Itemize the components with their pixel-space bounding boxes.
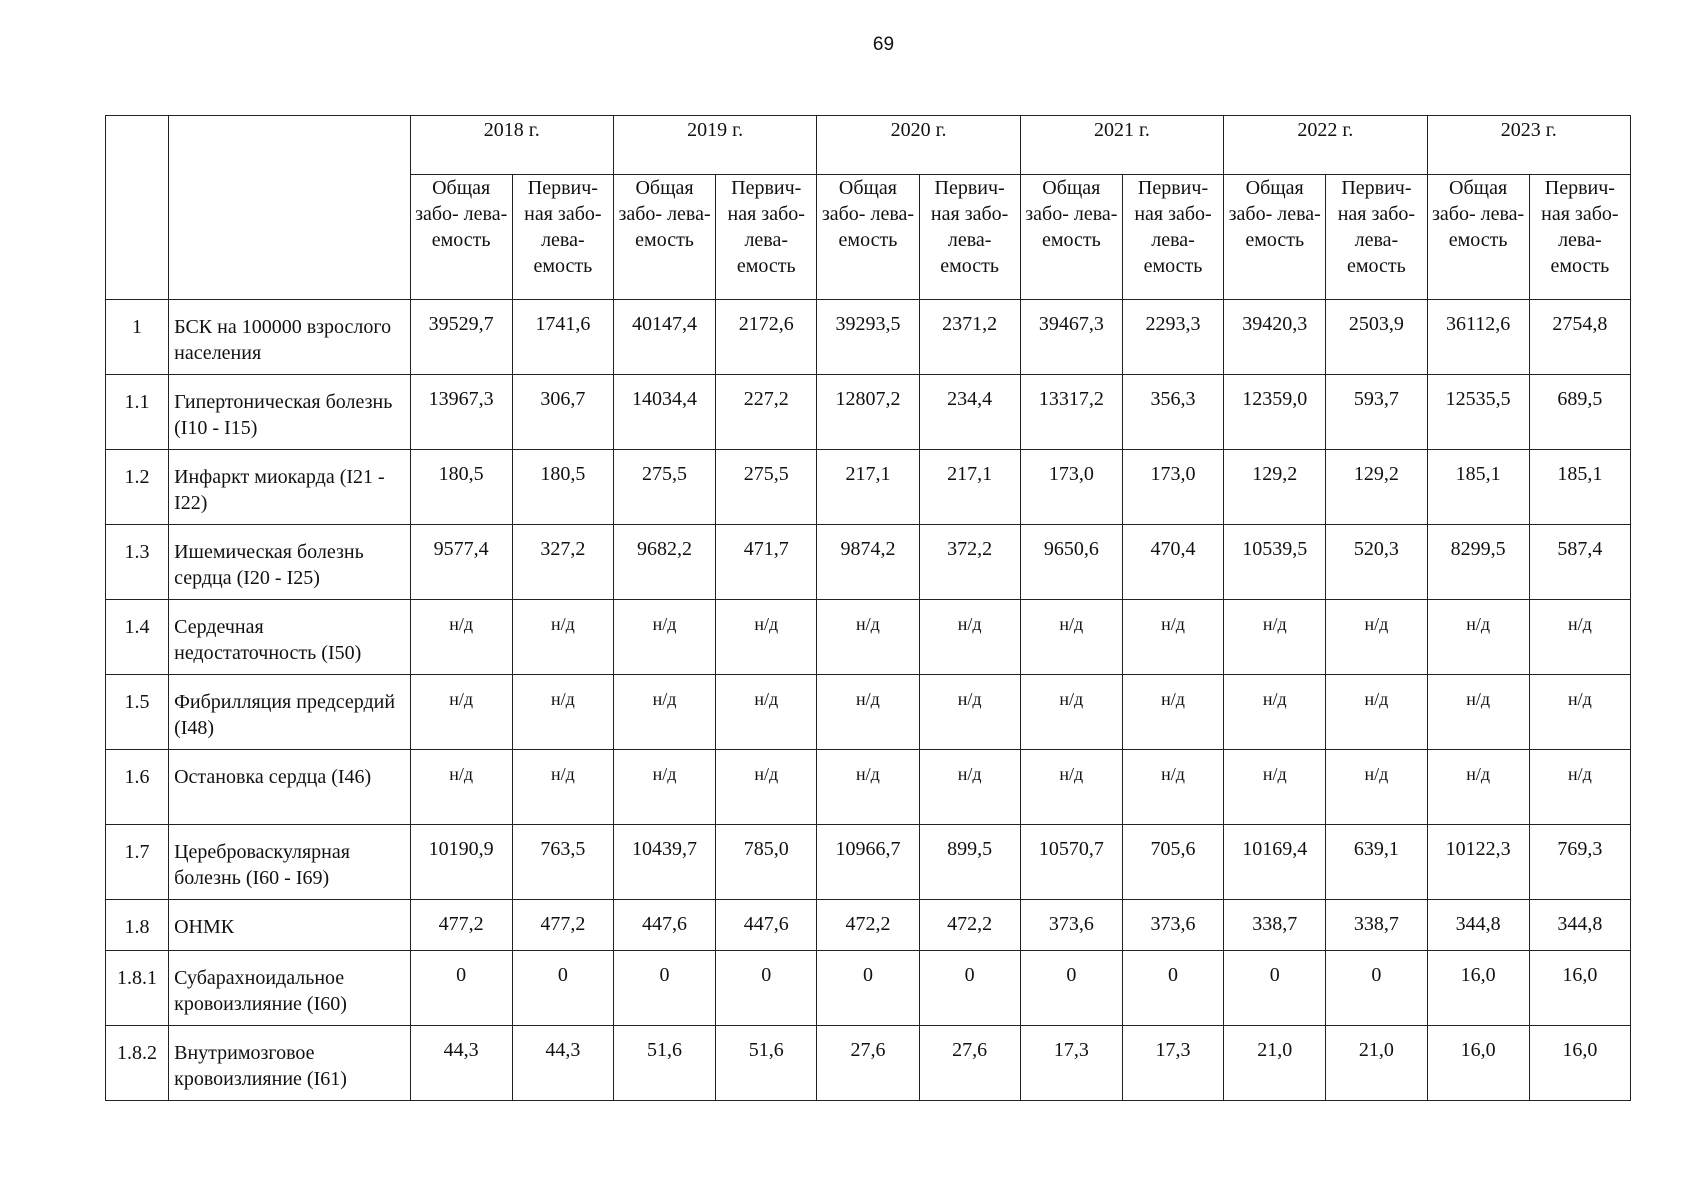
general-morbidity-value: 217,1 [817,450,919,525]
general-morbidity-value: н/д [410,750,512,825]
table-body [106,300,1631,1101]
primary-morbidity-value: н/д [1326,675,1427,750]
general-morbidity-value: 40147,4 [613,300,715,375]
general-morbidity-value: 51,6 [613,1026,715,1101]
primary-morbidity-value: н/д [1529,750,1630,825]
table-row [106,750,1631,825]
primary-morbidity-value: 763,5 [512,825,613,900]
primary-morbidity-value: н/д [716,750,817,825]
year-header: 2023 г. [1427,116,1630,175]
general-morbidity-value: н/д [1427,675,1529,750]
row-indicator-name: ОНМК [169,900,410,951]
primary-morbidity-value: 0 [512,951,613,1026]
primary-morbidity-value: 327,2 [512,525,613,600]
general-morbidity-value: 472,2 [817,900,919,951]
general-morbidity-value: 338,7 [1224,900,1326,951]
primary-morbidity-value: 234,4 [919,375,1020,450]
primary-morbidity-header: Первич- ная забо- лева- емость [512,175,613,300]
primary-morbidity-value: 587,4 [1529,525,1630,600]
row-number: 1.5 [106,675,169,750]
row-indicator-name: Ишемическая болезнь сердца (I20 - I25) [169,525,410,600]
primary-morbidity-value: н/д [1122,600,1223,675]
primary-morbidity-value: 356,3 [1122,375,1223,450]
general-morbidity-value: 16,0 [1427,951,1529,1026]
primary-morbidity-value: н/д [1326,600,1427,675]
general-morbidity-value: 0 [1224,951,1326,1026]
general-morbidity-value: н/д [817,600,919,675]
row-indicator-name: Субарахноидальное кровоизлияние (I60) [169,951,410,1026]
table-row [106,450,1631,525]
general-morbidity-value: 373,6 [1020,900,1122,951]
primary-morbidity-value: н/д [919,750,1020,825]
general-morbidity-value: 8299,5 [1427,525,1529,600]
general-morbidity-value: 0 [817,951,919,1026]
general-morbidity-value: н/д [410,675,512,750]
primary-morbidity-value: н/д [1122,750,1223,825]
row-number: 1.3 [106,525,169,600]
primary-morbidity-header: Первич- ная забо- лева- емость [919,175,1020,300]
primary-morbidity-value: 344,8 [1529,900,1630,951]
year-header: 2022 г. [1224,116,1427,175]
general-morbidity-value: 10169,4 [1224,825,1326,900]
general-morbidity-value: н/д [1020,750,1122,825]
general-morbidity-value: н/д [817,750,919,825]
year-header: 2020 г. [817,116,1020,175]
general-morbidity-value: 27,6 [817,1026,919,1101]
general-morbidity-value: 0 [1020,951,1122,1026]
table-row [106,300,1631,375]
primary-morbidity-value: н/д [512,600,613,675]
primary-morbidity-value: 2754,8 [1529,300,1630,375]
primary-morbidity-value: 769,3 [1529,825,1630,900]
primary-morbidity-value: 477,2 [512,900,613,951]
primary-morbidity-value: 129,2 [1326,450,1427,525]
general-morbidity-value: 129,2 [1224,450,1326,525]
general-morbidity-value: 13967,3 [410,375,512,450]
general-morbidity-value: 14034,4 [613,375,715,450]
row-number: 1.6 [106,750,169,825]
general-morbidity-header: Общая забо- лева- емость [410,175,512,300]
name-header-cell [169,116,410,300]
row-indicator-name: БСК на 100000 взрослого населения [169,300,410,375]
general-morbidity-value: 9577,4 [410,525,512,600]
general-morbidity-header: Общая забо- лева- емость [1020,175,1122,300]
general-morbidity-value: 17,3 [1020,1026,1122,1101]
table-row [106,675,1631,750]
primary-morbidity-value: н/д [1122,675,1223,750]
primary-morbidity-value: 899,5 [919,825,1020,900]
primary-morbidity-value: 16,0 [1529,951,1630,1026]
primary-morbidity-header: Первич- ная забо- лева- емость [1529,175,1630,300]
primary-morbidity-value: н/д [716,600,817,675]
primary-morbidity-value: 470,4 [1122,525,1223,600]
row-indicator-name: Инфаркт миокарда (I21 - I22) [169,450,410,525]
primary-morbidity-value: 180,5 [512,450,613,525]
row-indicator-name: Внутримозговое кровоизлияние (I61) [169,1026,410,1101]
primary-morbidity-value: 21,0 [1326,1026,1427,1101]
primary-morbidity-header: Первич- ная забо- лева- емость [1122,175,1223,300]
row-number: 1.7 [106,825,169,900]
general-morbidity-value: 10570,7 [1020,825,1122,900]
general-morbidity-value: 173,0 [1020,450,1122,525]
table-row [106,951,1631,1026]
general-morbidity-value: 39467,3 [1020,300,1122,375]
primary-morbidity-value: 472,2 [919,900,1020,951]
general-morbidity-value: 10539,5 [1224,525,1326,600]
primary-morbidity-value: 185,1 [1529,450,1630,525]
primary-morbidity-value: 338,7 [1326,900,1427,951]
general-morbidity-value: н/д [613,750,715,825]
primary-morbidity-value: 0 [1326,951,1427,1026]
general-morbidity-value: 9874,2 [817,525,919,600]
row-number: 1.8 [106,900,169,951]
general-morbidity-value: 10966,7 [817,825,919,900]
general-morbidity-value: 477,2 [410,900,512,951]
table-row [106,525,1631,600]
primary-morbidity-value: 785,0 [716,825,817,900]
general-morbidity-value: н/д [410,600,512,675]
year-header: 2018 г. [410,116,613,175]
row-number: 1 [106,300,169,375]
morbidity-table [105,115,1631,1101]
primary-morbidity-value: н/д [1529,675,1630,750]
general-morbidity-value: 10122,3 [1427,825,1529,900]
general-morbidity-value: 39420,3 [1224,300,1326,375]
year-header-row [106,116,1631,175]
primary-morbidity-value: 593,7 [1326,375,1427,450]
primary-morbidity-value: 27,6 [919,1026,1020,1101]
general-morbidity-value: н/д [613,675,715,750]
primary-morbidity-value: 2293,3 [1122,300,1223,375]
primary-morbidity-value: н/д [716,675,817,750]
primary-morbidity-value: 173,0 [1122,450,1223,525]
general-morbidity-value: 21,0 [1224,1026,1326,1101]
general-morbidity-value: 39293,5 [817,300,919,375]
primary-morbidity-value: 17,3 [1122,1026,1223,1101]
primary-morbidity-value: н/д [1529,600,1630,675]
general-morbidity-value: н/д [1020,675,1122,750]
general-morbidity-value: н/д [1020,600,1122,675]
table-row [106,600,1631,675]
row-number: 1.2 [106,450,169,525]
general-morbidity-value: 447,6 [613,900,715,951]
general-morbidity-value: 39529,7 [410,300,512,375]
year-header: 2021 г. [1020,116,1223,175]
primary-morbidity-value: 471,7 [716,525,817,600]
primary-morbidity-value: 306,7 [512,375,613,450]
row-indicator-name: Фибрилляция предсердий (I48) [169,675,410,750]
row-indicator-name: Цереброваскулярная болезнь (I60 - I69) [169,825,410,900]
primary-morbidity-value: 372,2 [919,525,1020,600]
table-row [106,900,1631,951]
general-morbidity-value: 9682,2 [613,525,715,600]
primary-morbidity-value: 51,6 [716,1026,817,1101]
row-number: 1.8.1 [106,951,169,1026]
primary-morbidity-header: Первич- ная забо- лева- емость [716,175,817,300]
row-indicator-name: Гипертоническая болезнь (I10 - I15) [169,375,410,450]
primary-morbidity-value: н/д [919,675,1020,750]
general-morbidity-value: н/д [1224,750,1326,825]
page-number: 69 [872,34,895,55]
primary-morbidity-value: 2371,2 [919,300,1020,375]
primary-morbidity-value: 520,3 [1326,525,1427,600]
general-morbidity-value: 0 [613,951,715,1026]
general-morbidity-value: 180,5 [410,450,512,525]
primary-morbidity-value: 689,5 [1529,375,1630,450]
general-morbidity-value: н/д [817,675,919,750]
primary-morbidity-value: 227,2 [716,375,817,450]
general-morbidity-header: Общая забо- лева- емость [817,175,919,300]
general-morbidity-value: н/д [1427,600,1529,675]
table-row [106,1026,1631,1101]
row-number: 1.8.2 [106,1026,169,1101]
primary-morbidity-value: 1741,6 [512,300,613,375]
general-morbidity-value: 12359,0 [1224,375,1326,450]
table-row [106,375,1631,450]
general-morbidity-header: Общая забо- лева- емость [1427,175,1529,300]
general-morbidity-value: 13317,2 [1020,375,1122,450]
primary-morbidity-value: 275,5 [716,450,817,525]
general-morbidity-header: Общая забо- лева- емость [1224,175,1326,300]
general-morbidity-header: Общая забо- лева- емость [613,175,715,300]
primary-morbidity-value: 0 [1122,951,1223,1026]
primary-morbidity-value: 16,0 [1529,1026,1630,1101]
general-morbidity-value: 12807,2 [817,375,919,450]
primary-morbidity-value: н/д [1326,750,1427,825]
general-morbidity-value: 36112,6 [1427,300,1529,375]
general-morbidity-value: 9650,6 [1020,525,1122,600]
general-morbidity-value: н/д [1427,750,1529,825]
row-indicator-name: Сердечная недостаточность (I50) [169,600,410,675]
primary-morbidity-value: н/д [919,600,1020,675]
year-header: 2019 г. [613,116,816,175]
table-row [106,825,1631,900]
num-header-cell [106,116,169,300]
general-morbidity-value: 44,3 [410,1026,512,1101]
primary-morbidity-value: 2172,6 [716,300,817,375]
row-indicator-name: Остановка сердца (I46) [169,750,410,825]
general-morbidity-value: 10190,9 [410,825,512,900]
primary-morbidity-value: 44,3 [512,1026,613,1101]
general-morbidity-value: 12535,5 [1427,375,1529,450]
primary-morbidity-value: 373,6 [1122,900,1223,951]
primary-morbidity-value: н/д [512,750,613,825]
primary-morbidity-value: 217,1 [919,450,1020,525]
row-number: 1.4 [106,600,169,675]
primary-morbidity-header: Первич- ная забо- лева- емость [1326,175,1427,300]
primary-morbidity-value: 447,6 [716,900,817,951]
general-morbidity-value: 0 [410,951,512,1026]
primary-morbidity-value: 639,1 [1326,825,1427,900]
general-morbidity-value: н/д [613,600,715,675]
primary-morbidity-value: н/д [512,675,613,750]
general-morbidity-value: 185,1 [1427,450,1529,525]
general-morbidity-value: н/д [1224,675,1326,750]
general-morbidity-value: 344,8 [1427,900,1529,951]
general-morbidity-value: 10439,7 [613,825,715,900]
general-morbidity-value: н/д [1224,600,1326,675]
general-morbidity-value: 275,5 [613,450,715,525]
primary-morbidity-value: 0 [919,951,1020,1026]
general-morbidity-value: 16,0 [1427,1026,1529,1101]
primary-morbidity-value: 0 [716,951,817,1026]
primary-morbidity-value: 2503,9 [1326,300,1427,375]
primary-morbidity-value: 705,6 [1122,825,1223,900]
row-number: 1.1 [106,375,169,450]
